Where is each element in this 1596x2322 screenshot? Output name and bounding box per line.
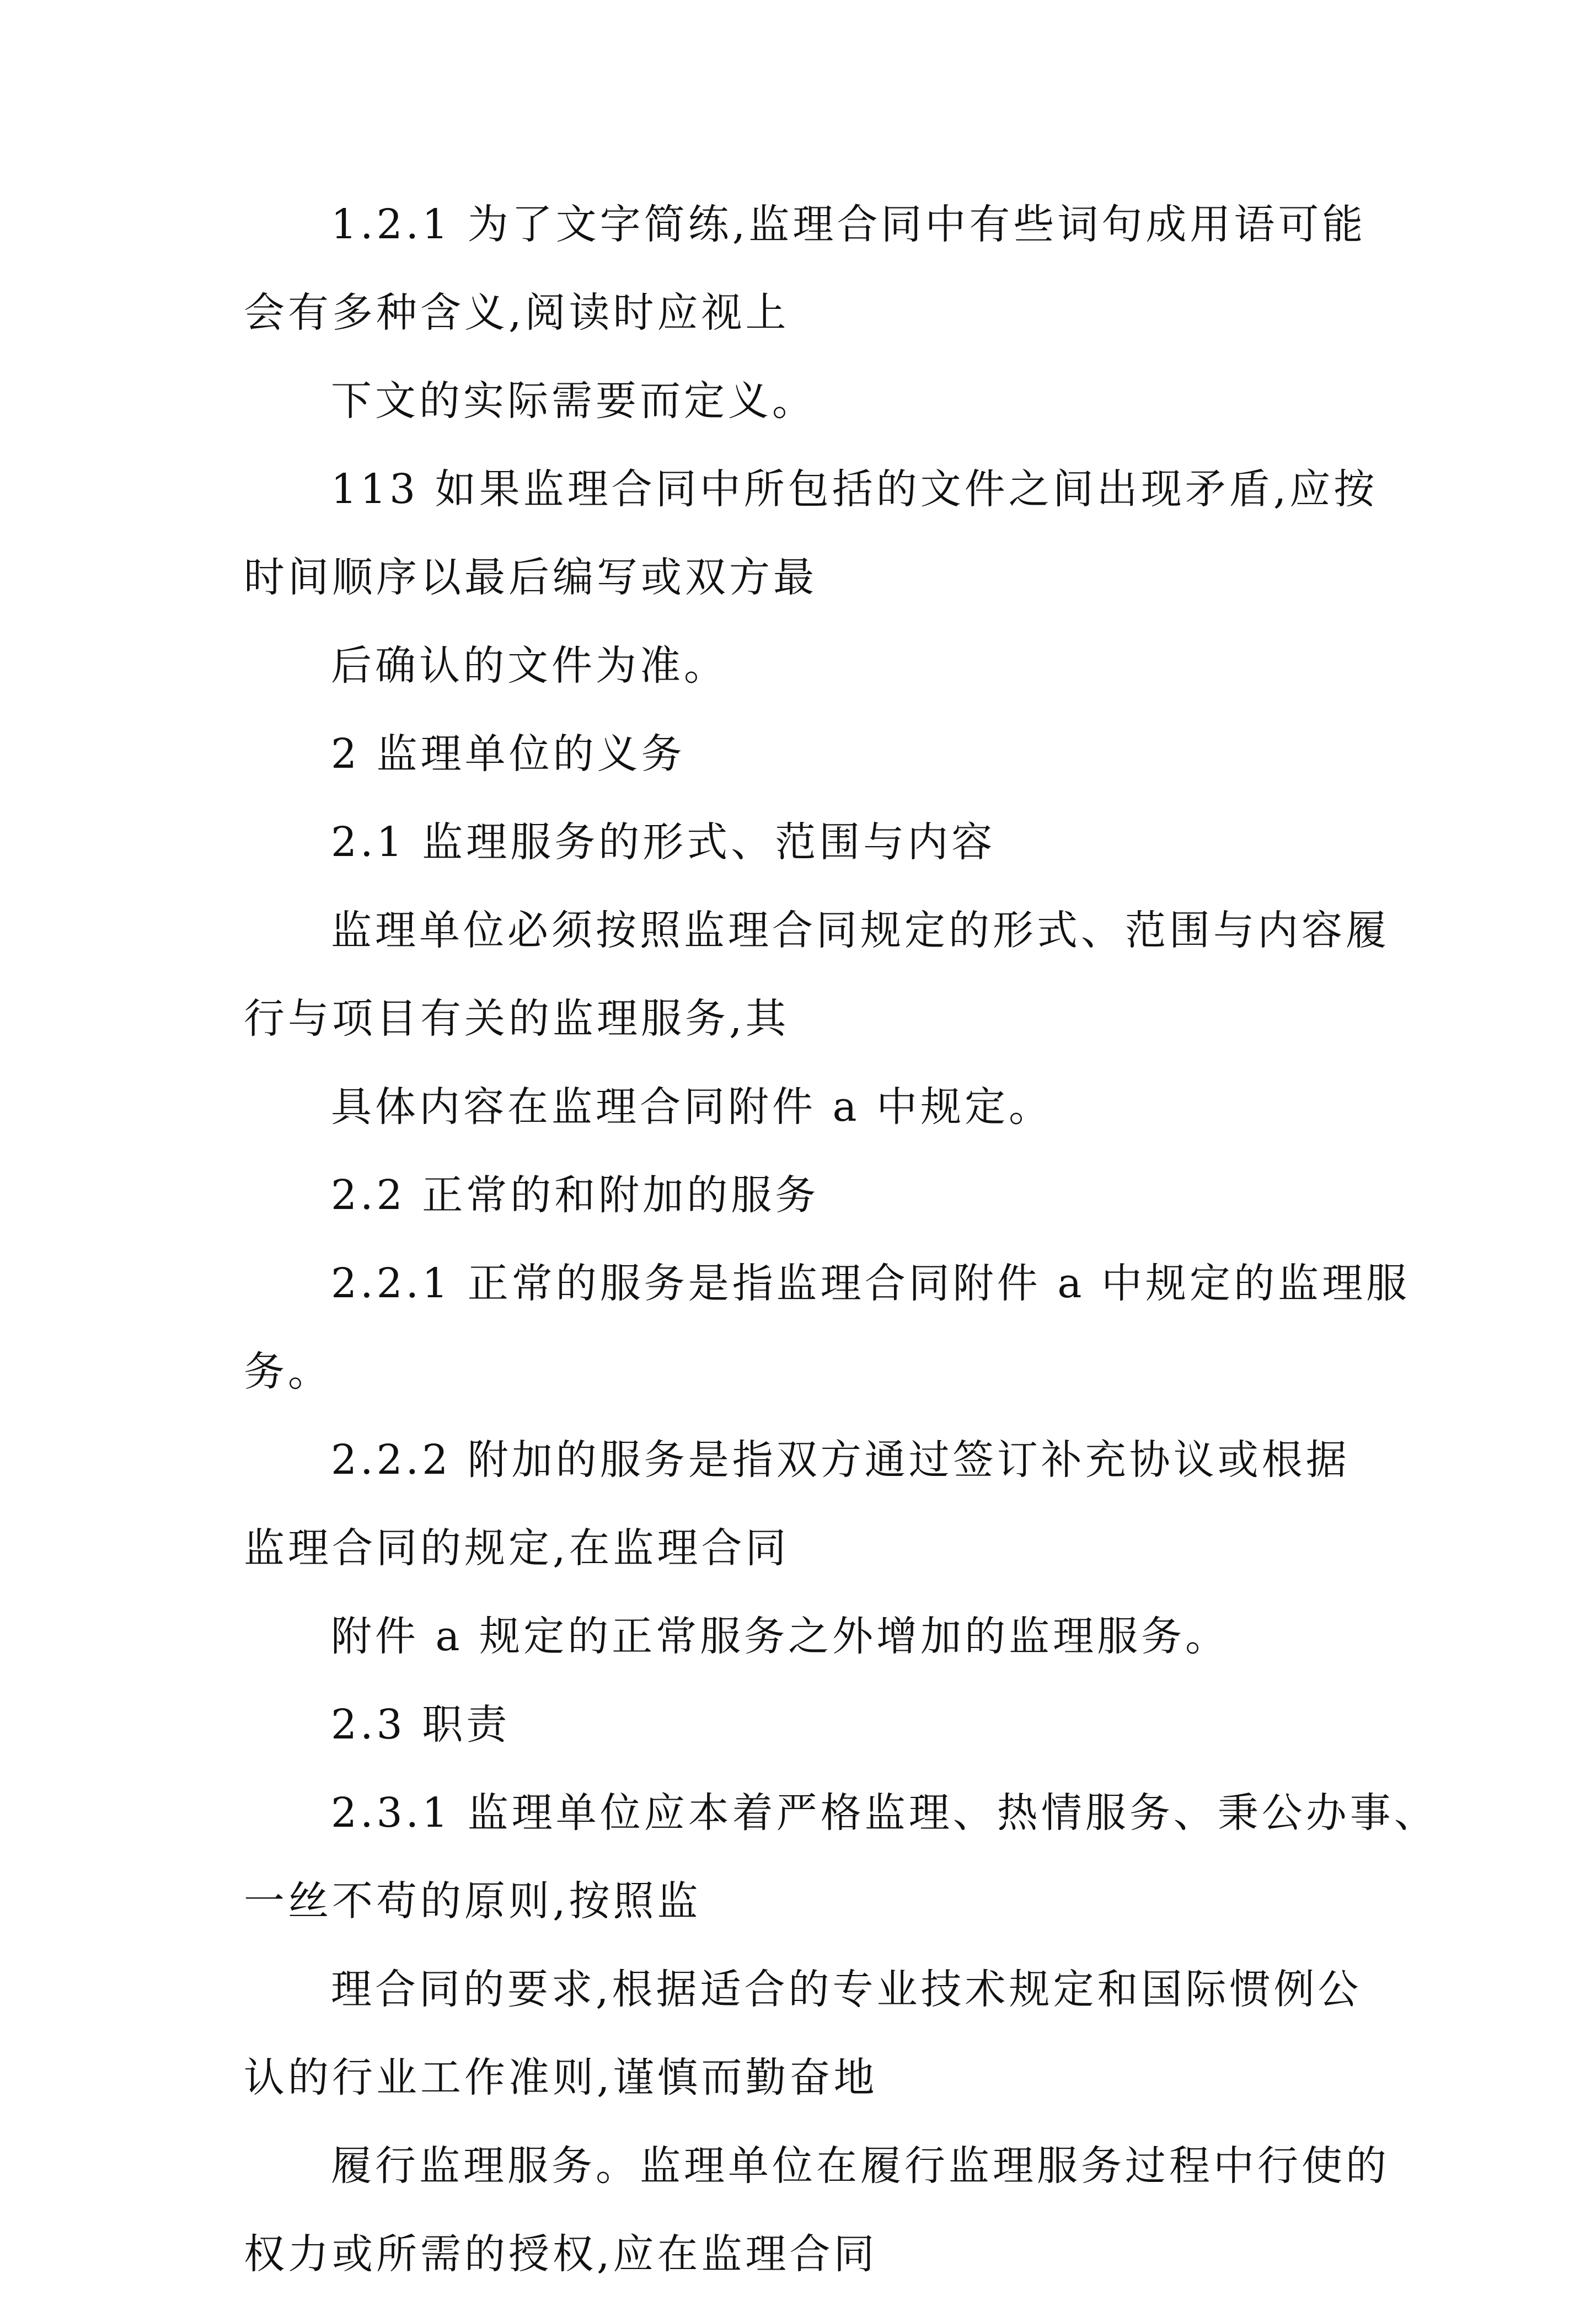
- paragraph-line: 行与项目有关的监理服务,其: [244, 995, 790, 1042]
- paragraph-line: 认的行业工作准则,谨慎而勤奋地: [244, 2054, 878, 2101]
- paragraph-line: 后确认的文件为准。: [331, 642, 728, 689]
- subsection-heading: 2.1 监理服务的形式、范围与内容: [331, 818, 996, 866]
- paragraph-line: 理合同的要求,根据适合的专业技术规定和国际惯例公: [331, 1966, 1362, 2013]
- section-heading: 2 监理单位的义务: [331, 730, 685, 778]
- paragraph-line: 2.2.2 附加的服务是指双方通过签订补充协议或根据: [331, 1436, 1350, 1484]
- paragraph-line: 具体内容在监理合同附件 a 中规定。: [331, 1083, 1053, 1131]
- paragraph-line: 会有多种含义,阅读时应视上: [244, 289, 790, 336]
- paragraph-line: 监理合同的规定,在监理合同: [244, 1524, 790, 1572]
- paragraph-line: 2.2.1 正常的服务是指监理合同附件 a 中规定的监理服: [331, 1260, 1410, 1307]
- paragraph-line: 下文的实际需要而定义。: [331, 377, 816, 425]
- subsection-heading: 2.2 正常的和附加的服务: [331, 1171, 820, 1219]
- paragraph-line: 1.2.1 为了文字简练,监理合同中有些词句成用语可能: [331, 201, 1367, 248]
- paragraph-line: 113 如果监理合同中所包括的文件之间出现矛盾,应按: [331, 466, 1378, 513]
- paragraph-line: 监理单位必须按照监理合同规定的形式、范围与内容履: [331, 907, 1390, 954]
- document-body: [244, 201, 1438, 2322]
- paragraph-line: 务。: [244, 1348, 332, 1395]
- subsection-heading: 2.3 职责: [331, 1701, 511, 1748]
- paragraph-line: 附件 a 规定的正常服务之外增加的监理服务。: [331, 1613, 1230, 1660]
- paragraph-line: 履行监理服务。监理单位在履行监理服务过程中行使的: [331, 2142, 1390, 2190]
- paragraph-line: 权力或所需的授权,应在监理合同: [244, 2230, 878, 2278]
- paragraph-line: 时间顺序以最后编写或双方最: [244, 554, 817, 601]
- paragraph-line: 一丝不苟的原则,按照监: [244, 1877, 701, 1925]
- paragraph-line: 2.3.1 监理单位应本着严格监理、热情服务、秉公办事、: [331, 1789, 1438, 1837]
